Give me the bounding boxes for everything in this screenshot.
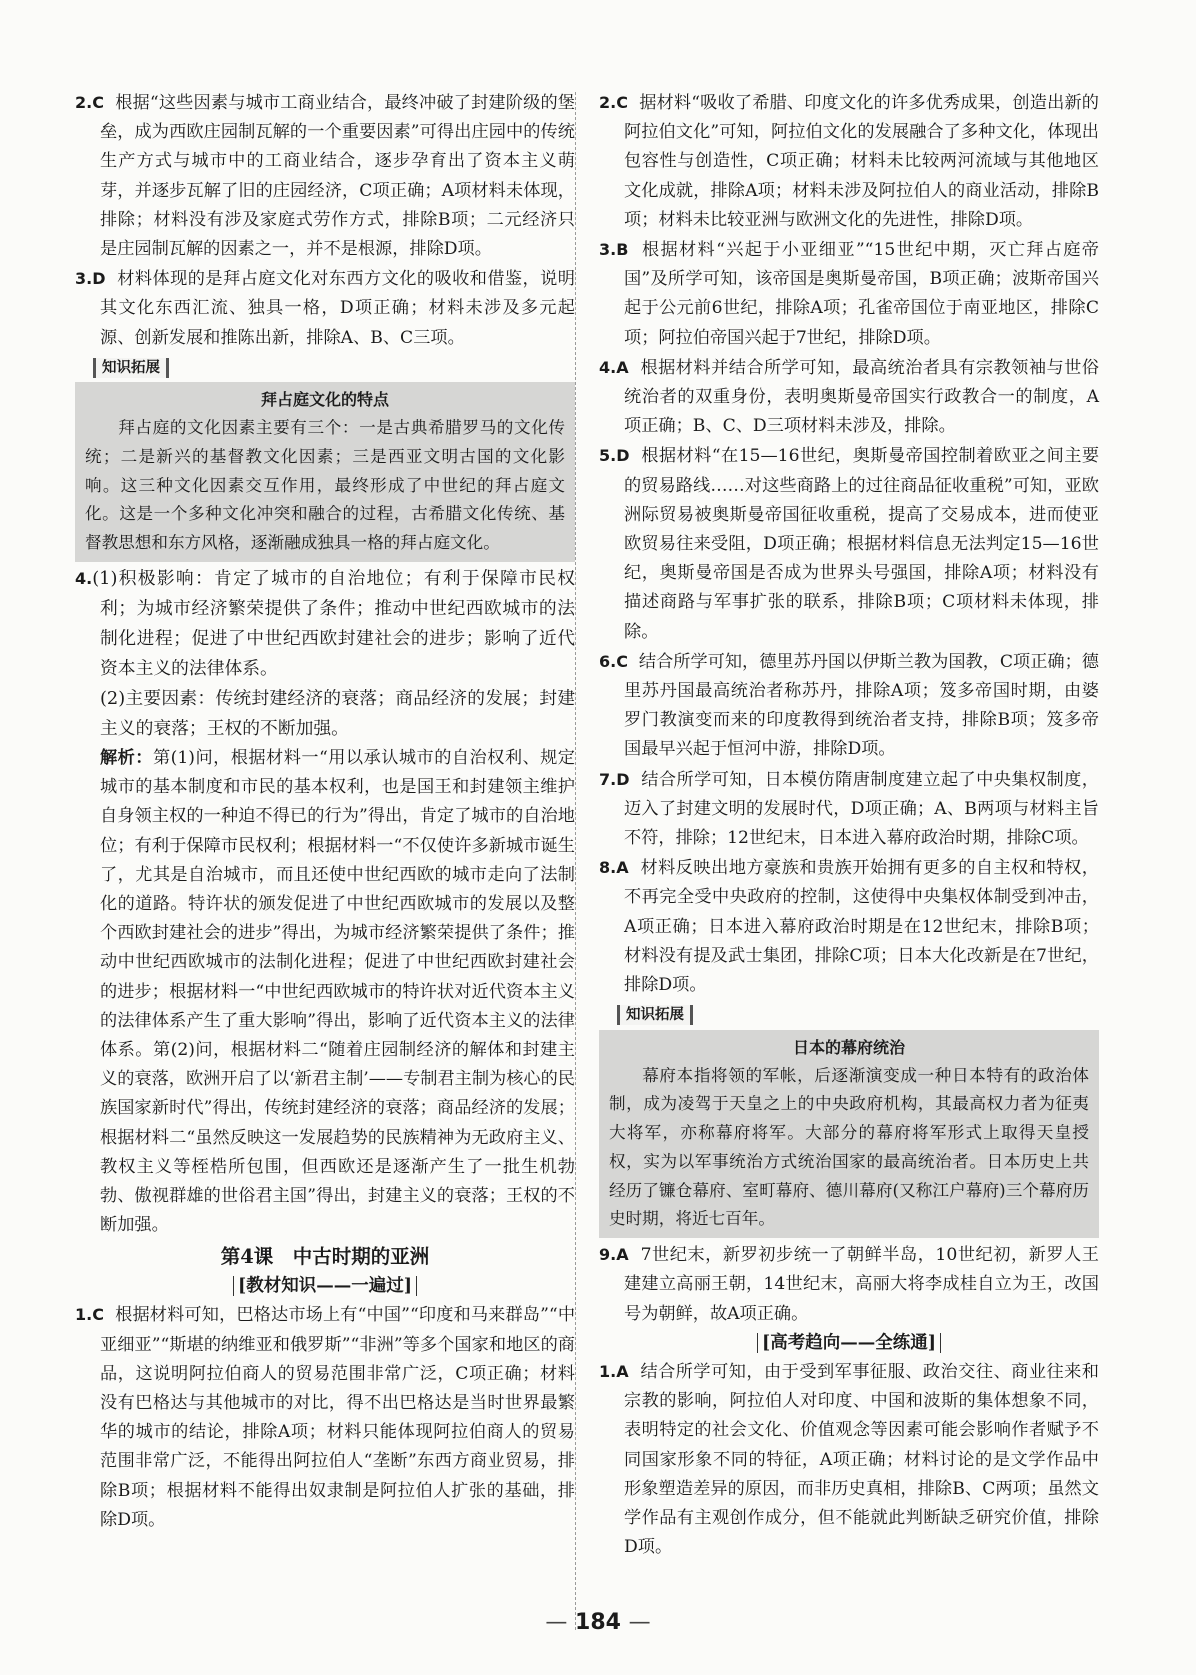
knowledge-tag: 知识拓展 [93, 358, 169, 378]
answer-text: 据材料“吸收了希腊、印度文化的许多优秀成果，创造出新的阿拉伯文化”可知，阿拉伯文化的发展融合了多种文化，体现出包容性与创造性，C项正确；材料未比较两河流域与其他地区文化成就，排除A项；材料未涉及阿拉伯人的商业活动，排除B项；材料未比较亚洲与欧洲文化的先进性，排除D项。 [624, 93, 1099, 230]
answer-part-2: (2)主要因素：传统封建经济的衰落；商品经济的发展；封建主义的衰落；王权的不断加强。 [100, 688, 575, 740]
answer-item [599, 765, 1099, 854]
knowledge-box [599, 1030, 1099, 1239]
analysis [75, 744, 575, 1240]
knowledge-box-title: 拜占庭文化的特点 [260, 390, 389, 410]
answer-number: 4. [75, 569, 93, 589]
analysis-text: 第(1)问，根据材料一“用以承认城市的自治权利、规定城市的基本制度和市民的基本权利，也是国王和封建领主维护自身领主权的一种迫不得已的行为”得出，肯定了城市的自治地位；有利于保障市民权利；根据材料一“不仅使许多新城市诞生了，尤其是自治城市，而且还使中世纪西欧的城市走向了法制化的道路。特许状的颁发促进了中世纪西欧城市的发展以及整个西欧封建社会的进步”得出，为城市经济繁荣提供了条件；推动中世纪西欧城市的法制化进程；促进了中世纪西欧封建社会的进步；根据材料一“中世纪西欧城市的特许状对近代资本主义的法律体系产生了重大影响”得出，影响了近代资本主义的法律体系。第(2)问，根据材料二“随着庄园制经济的解体和封建主义的衰落，欧洲开启了以‘新君主制’——专制君主制为核心的民族国家新时代”得出，传统封建经济的衰落；商品经济的发展；根据材料二“虽然反映这一发展趋势的民族精神为无政府主义、教权主义等桎梏所包围，但西欧还是逐渐产生了一批生机勃勃、傲视群雄的世俗君主国”得出，封建主义的衰落；王权的不断加强。 [100, 748, 575, 1236]
left-column [75, 88, 575, 1535]
answer-number: 3.B [599, 240, 629, 260]
answer-item [599, 1240, 1099, 1329]
answer-text: 结合所学可知，德里苏丹国以伊斯兰教为国教，C项正确；德里苏丹国最高统治者称苏丹，排除A项；笈多帝国时期，由婆罗门教演变而来的印度教得到统治者支持，排除B项；笈多帝国最早兴起于恒河中游，排除D项。 [624, 651, 1099, 760]
answer-text: 根据“这些因素与城市工商业结合，最终冲破了封建阶级的堡垒，成为西欧庄园制瓦解的一个重要因素”可得出庄园中的传统生产方式与城市中的工商业结合，逐步孕育出了资本主义萌芽，并逐步瓦解了旧的庄园经济，C项正确；A项材料未体现，排除；材料没有涉及家庭式劳作方式，排除B项；二元经济只是庄园制瓦解的因素之一，并不是根源，排除D项。 [100, 93, 575, 260]
answer-text: 根据材料可知，巴格达市场上有“中国”“印度和马来群岛”“中亚细亚”“斯堪的纳维亚和俄罗斯”“非洲”等多个国家和地区的商品，这说明阿拉伯商人的贸易范围非常广泛，C项正确；材料没有巴格达与其他城市的对比，得不出巴格达是当时世界最繁华的城市的结论，排除A项；材料只能体现阿拉伯商人的贸易范围非常广泛，不能得出阿拉伯人“垄断”东西方商业贸易，排除B项；根据材料不能得出奴隶制是阿拉伯人扩张的基础，排除D项。 [100, 1305, 576, 1530]
answer-text: 根据材料并结合所学可知，最高统治者具有宗教领袖与世俗统治者的双重身份，表明奥斯曼帝国实行政教合一的制度，A项正确；B、C、D三项材料未涉及，排除。 [624, 357, 1099, 437]
answer-number: 5.D [599, 446, 630, 466]
page-number [0, 1610, 1196, 1635]
page-dash-right: — [628, 1610, 651, 1635]
answer-text: 根据材料“兴起于小亚细亚”“15世纪中期，灭亡拜占庭帝国”及所学可知，该帝国是奥斯曼帝国，B项正确；波斯帝国兴起于公元前6世纪，排除A项；孔雀帝国位于南亚地区，排除C项；阿拉伯帝国兴起于7世纪，排除D项。 [624, 240, 1099, 348]
analysis-label: 解析： [100, 748, 153, 769]
answer-number: 3.D [75, 269, 106, 289]
answer-number: 1.A [599, 1361, 629, 1381]
answer-number: 1.C [75, 1305, 104, 1325]
answer-item [599, 853, 1099, 1000]
answer-item [75, 88, 575, 264]
lesson-title: 第4课 中古时期的亚洲 [220, 1245, 430, 1269]
answer-number: 4.A [599, 357, 629, 377]
answer-number: 6.C [599, 651, 628, 671]
answer-item [75, 264, 575, 353]
answer-item [599, 647, 1099, 765]
answer-text: 结合所学可知，日本模仿隋唐制度建立起了中央集权制度，迈入了封建文明的发展时代，D项正确；A、B两项与材料主旨不符，排除；12世纪末，日本进入幕府政治时期，排除C项。 [624, 769, 1099, 849]
answer-text: 材料反映出地方豪族和贵族开始拥有更多的自主权和特权，不再完全受中央政府的控制，这使得中央集权体制受到冲击，A项正确；日本进入幕府政治时期是在12世纪末，排除B项；材料没有提及武士集团，排除C项；日本大化改新是在7世纪，排除D项。 [624, 858, 1099, 996]
answer-text: 结合所学可知，由于受到军事征服、政治交往、商业往来和宗教的影响，阿拉伯人对印度、中国和波斯的集体想象不同，表明特定的社会文化、价值观念等因素可能会影响作者赋予不同国家形象不同的特征，A项正确；材料讨论的是文学作品中形象塑造差异的原因，而非历史真相，排除B、C两项；虽然文学作品有主观创作成分，但不能就此判断缺乏研究价值，排除D项。 [624, 1361, 1099, 1558]
knowledge-box [75, 382, 575, 562]
section-heading [599, 1329, 1099, 1357]
answer-number: 7.D [599, 769, 630, 789]
answer-text: 材料体现的是拜占庭文化对东西方文化的吸收和借鉴，说明其文化东西汇流、独具一格，D项正确；材料未涉及多元起源、创新发展和推陈出新，排除A、B、C三项。 [100, 269, 575, 348]
answer-item [599, 353, 1099, 442]
column-divider [575, 92, 576, 1630]
answer-number: 2.C [599, 93, 628, 112]
answer-item [599, 235, 1099, 353]
page-dash-left: — [545, 1610, 568, 1635]
answer-text: 根据材料“在15—16世纪，奥斯曼帝国控制着欧亚之间主要的贸易路线……对这些商路上的过往商品征收重税”可知，亚欧洲际贸易被奥斯曼帝国征收重税，提高了交易成本，进而使亚欧贸易往来受阻，D项正确；根据材料信息无法判定15—16世纪，奥斯曼帝国是否成为世界头号强国，排除A项；材料没有描述商路与军事扩张的联系，排除B项；C项材料未体现，排除。 [624, 446, 1100, 642]
answer-item [599, 1357, 1099, 1562]
page-number-text: 184 [575, 1610, 621, 1635]
answer-number: 8.A [599, 858, 629, 878]
answer-number: 2.C [75, 93, 104, 112]
answer-part [75, 684, 575, 744]
knowledge-tag: 知识拓展 [617, 1005, 693, 1025]
section-heading-text: [教材知识——一遍过] [233, 1276, 417, 1296]
section-heading [75, 1272, 575, 1300]
knowledge-box-body: 拜占庭的文化因素主要有三个：一是古典希腊罗马的文化传统；二是新兴的基督教文化因素；三是西亚文明古国的文化影响。这三种文化因素交互作用，最终形成了中世纪的拜占庭文化。这是一个多种文化冲突和融合的过程，古希腊文化传统、基督教思想和东方风格，逐渐融成独具一格的拜占庭文化。 [85, 418, 565, 553]
knowledge-tag-row [75, 353, 575, 382]
answer-number: 9.A [599, 1245, 629, 1265]
answer-item [75, 564, 575, 684]
right-column [599, 88, 1099, 1562]
answer-item [599, 88, 1099, 235]
answer-text: 7世纪末，新罗初步统一了朝鲜半岛，10世纪初，新罗人王建建立高丽王朝，14世纪末，高丽大将李成桂自立为王，改国号为朝鲜，故A项正确。 [624, 1245, 1099, 1324]
knowledge-box-title: 日本的幕府统治 [792, 1037, 905, 1057]
answer-part-1: (1)积极影响：肯定了城市的自治地位；有利于保障市民权利；为城市经济繁荣提供了条件；推动中世纪西欧城市的法制化进程；促进了中世纪西欧封建社会的进步；影响了近代资本主义的法律体系。 [92, 568, 575, 680]
answer-item [75, 1300, 575, 1535]
answer-item [599, 441, 1099, 646]
knowledge-box-body: 幕府本指将领的军帐，后逐渐演变成一种日本特有的政治体制，成为凌驾于天皇之上的中央政府机构，其最高权力者为征夷大将军，亦称幕府将军。大部分的幕府将军形式上取得天皇授权，实为以军事统治方式统治国家的最高统治者。日本历史上共经历了镰仓幕府、室町幕府、德川幕府(又称江户幕府)三个幕府历史时期，将近七百年。 [609, 1065, 1089, 1229]
section-heading-text: [高考趋向——全练通] [757, 1333, 941, 1353]
knowledge-tag-row [599, 1000, 1099, 1029]
